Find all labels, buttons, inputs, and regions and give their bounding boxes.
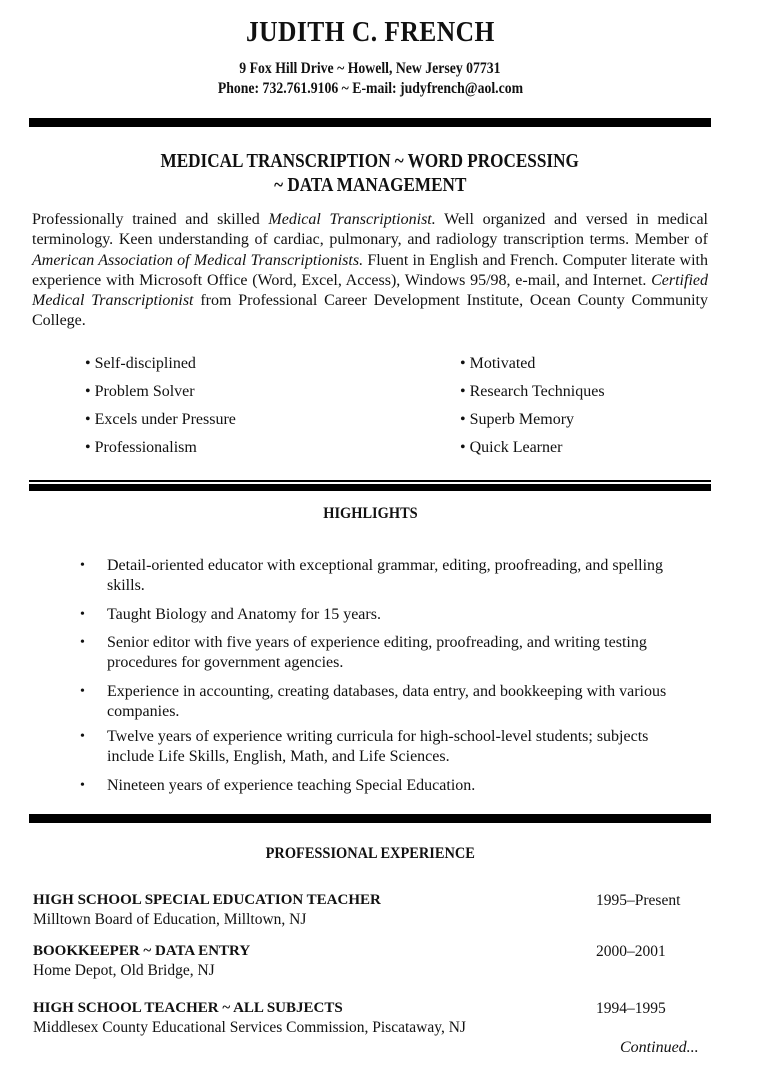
highlight-text: Twelve years of experience writing curricula for high-school-level students; subjects include Life Skills, English, Math, and Life Sciences. <box>107 728 649 765</box>
skills-list <box>0 355 765 475</box>
highlight-text: Senior editor with five years of experience editing, proofreading, and writing testing procedures for government agencies. <box>107 634 647 671</box>
summary-emphasis: American Association of Medical Transcriptionists. <box>32 251 364 269</box>
job-organization: Middlesex County Educational Services Commission, Piscataway, NJ <box>33 1019 466 1036</box>
address-line <box>0 60 740 78</box>
candidate-name-text: JUDITH C. FRENCH <box>245 16 495 48</box>
job-title: HIGH SCHOOL SPECIAL EDUCATION TEACHER <box>33 892 381 908</box>
divider-header <box>29 118 711 127</box>
highlights-heading-text: HIGHLIGHTS <box>322 505 418 522</box>
experience-heading-text: PROFESSIONAL EXPERIENCE <box>265 845 475 862</box>
divider-thick-line <box>29 484 711 491</box>
job-title: HIGH SCHOOL TEACHER ~ ALL SUBJECTS <box>33 1000 343 1016</box>
job-organization: Milltown Board of Education, Milltown, NJ <box>33 911 307 928</box>
summary-emphasis: Medical Transcriptionist. <box>268 211 436 228</box>
divider-experience <box>29 814 711 823</box>
address-text: 9 Fox Hill Drive ~ Howell, New Jersey 07731 <box>239 60 501 77</box>
divider-highlights <box>29 480 711 491</box>
bullet-icon: • <box>80 558 85 573</box>
summary-paragraph <box>32 210 708 332</box>
skill-item: • Quick Learner <box>460 439 563 456</box>
highlight-text: Taught Biology and Anatomy for 15 years. <box>107 606 381 623</box>
summary-text: Fluent in English and French. Computer literate with experience with Microsoft Office (Word, Excel, Access), Windows 95/98, e-mail, and Internet. <box>32 251 708 289</box>
bullet-icon: • <box>80 635 85 650</box>
bullet-icon: • <box>80 778 85 793</box>
highlight-text: Experience in accounting, creating databases, data entry, and bookkeeping with various companies. <box>107 683 667 720</box>
objective-line-1: MEDICAL TRANSCRIPTION ~ WORD PROCESSING <box>160 151 580 172</box>
continued-note: Continued... <box>620 1039 699 1056</box>
skill-item: • Problem Solver <box>85 383 195 400</box>
objective-line-2: ~ DATA MANAGEMENT <box>273 175 467 196</box>
contact-line <box>0 80 740 98</box>
job-organization: Home Depot, Old Bridge, NJ <box>33 962 215 979</box>
summary-text: from Professional Career Development Institute, Ocean County Community College. <box>32 292 708 330</box>
summary-text: Well organized and versed in medical terminology. Keen understanding of cardiac, pulmonary, and radiology transcription terms. Member of <box>32 211 709 249</box>
divider-thin-line <box>29 480 711 482</box>
summary-text: Professionally trained and skilled <box>32 211 269 228</box>
objective-heading <box>0 150 740 198</box>
skill-item: • Motivated <box>460 355 536 372</box>
experience-heading <box>0 845 740 863</box>
contact-text: Phone: 732.761.9106 ~ E-mail: judyfrench@aol.com <box>217 80 523 97</box>
bullet-icon: • <box>80 729 85 744</box>
highlights-heading <box>0 505 740 523</box>
bullet-icon: • <box>80 607 85 622</box>
highlight-text: Nineteen years of experience teaching Special Education. <box>107 777 476 794</box>
skill-item: • Self-disciplined <box>85 355 196 372</box>
bullet-icon: • <box>80 684 85 699</box>
candidate-name <box>0 16 740 49</box>
job-dates: 1994–1995 <box>596 1000 666 1017</box>
skill-item: • Research Techniques <box>460 383 605 400</box>
job-dates: 2000–2001 <box>596 943 666 960</box>
skill-item: • Superb Memory <box>460 411 575 428</box>
highlight-text: Detail-oriented educator with exceptional grammar, editing, proofreading, and spelling skills. <box>107 557 664 594</box>
skill-item: • Professionalism <box>85 439 197 456</box>
summary-emphasis: Certified Medical Transcriptionist <box>32 271 708 310</box>
job-dates: 1995–Present <box>596 892 681 909</box>
job-title: BOOKKEEPER ~ DATA ENTRY <box>33 943 251 959</box>
skill-item: • Excels under Pressure <box>85 411 236 428</box>
